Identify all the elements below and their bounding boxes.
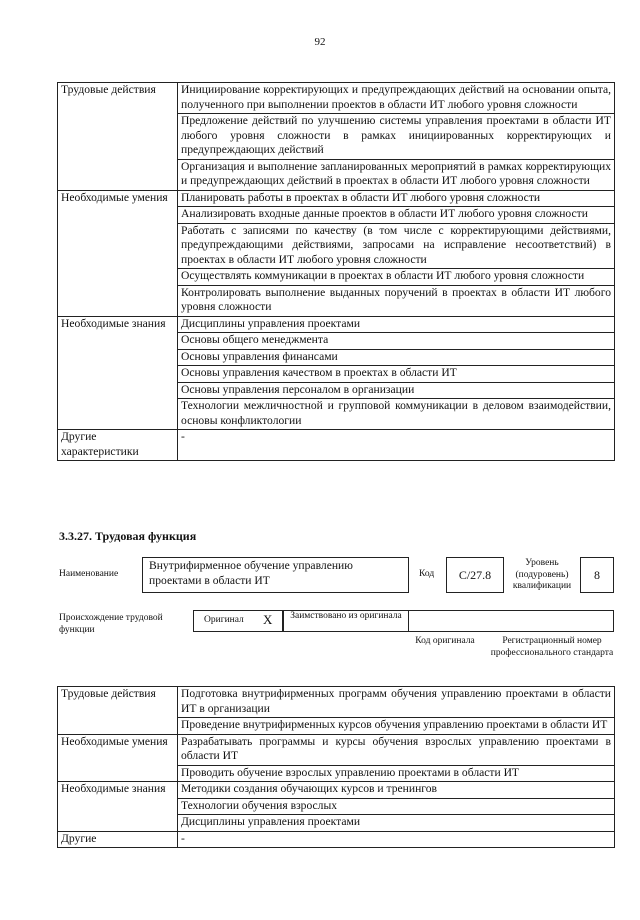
row-item-text: Планировать работы в проектах в области ИТ любого уровня сложности xyxy=(178,190,615,207)
function-name-field: Внутрифирменное обучение управлению проектами в области ИТ xyxy=(142,557,409,593)
table-row xyxy=(58,782,615,799)
row-item-text: Организация и выполнение запланированных мероприятий в рамках корректирующих и предупреждающих действий в проектах в области ИТ любого уровня сложности xyxy=(178,159,615,190)
labor-function-table-continued xyxy=(57,82,615,461)
code-original-label: Код оригинала xyxy=(415,636,475,646)
registration-number-label: Регистрационный номер профессионального стандарта xyxy=(490,636,614,658)
row-group-label: Необходимые умения xyxy=(58,190,178,316)
origin-label: Происхождение трудовой функции xyxy=(59,613,163,635)
row-item-text: Осуществлять коммуникации в проектах в области ИТ любого уровня сложности xyxy=(178,269,615,286)
row-item-text: - xyxy=(178,831,615,848)
table-row xyxy=(58,734,615,765)
row-item-text: Дисциплины управления проектами xyxy=(178,815,615,832)
row-item-text: Технологии межличностной и групповой коммуникации в деловом взаимодействии, основы конфликтологии xyxy=(178,399,615,430)
table-row xyxy=(58,316,615,333)
row-item-text: Проведение внутрифирменных курсов обучения управлению проектами в области ИТ xyxy=(178,718,615,735)
section-heading: 3.3.27. Трудовая функция xyxy=(59,529,197,543)
row-group-label: Трудовые действия xyxy=(58,83,178,191)
row-item-text: Методики создания обучающих курсов и тренингов xyxy=(178,782,615,799)
borrowed-label: Заимствовано из оригинала xyxy=(290,611,402,621)
row-item-text: Проводить обучение взрослых управлению проектами в области ИТ xyxy=(178,765,615,782)
name-label: Наименование xyxy=(59,569,119,579)
row-item-text: Разрабатывать программы и курсы обучения взрослых управлению проектами в области ИТ xyxy=(178,734,615,765)
qualification-level-label: Уровень (подуровень) квалификации xyxy=(512,558,572,591)
code-label: Код xyxy=(419,569,435,579)
row-item-text: Предложение действий по улучшению системы управления проектами в области ИТ любого уровня сложности в рамках инициированных корректирующих и предупреждающих действий xyxy=(178,114,615,160)
row-item-text: Основы общего менеджмента xyxy=(178,333,615,350)
page-number: 92 xyxy=(314,36,326,48)
row-item-text: Анализировать входные данные проектов в области ИТ любого уровня сложности xyxy=(178,207,615,224)
row-group-label: Другие xyxy=(58,831,178,848)
table-row xyxy=(58,190,615,207)
row-group-label: Необходимые умения xyxy=(58,734,178,782)
row-item-text: Основы управления качеством в проектах в области ИТ xyxy=(178,366,615,383)
table-row xyxy=(58,83,615,114)
table-row xyxy=(58,430,615,461)
row-item-text: Контролировать выполнение выданных поручений в проектах в области ИТ любого уровня сложности xyxy=(178,285,615,316)
labor-function-table xyxy=(57,686,615,848)
qualification-level-field: 8 xyxy=(580,557,614,593)
row-group-label: Другие характеристики xyxy=(58,430,178,461)
row-item-text: Подготовка внутрифирменных программ обучения управлению проектами в области ИТ в организации xyxy=(178,687,615,718)
original-mark: X xyxy=(263,612,273,627)
row-item-text: Технологии обучения взрослых xyxy=(178,798,615,815)
row-group-label: Необходимые знания xyxy=(58,316,178,430)
row-item-text: - xyxy=(178,430,615,461)
table-row xyxy=(58,687,615,718)
row-item-text: Дисциплины управления проектами xyxy=(178,316,615,333)
original-label: Оригинал xyxy=(204,615,244,625)
row-group-label: Трудовые действия xyxy=(58,687,178,735)
row-item-text: Инициирование корректирующих и предупреждающих действий на основании опыта, полученного при выполнении проектов в области ИТ любого уровня сложности xyxy=(178,83,615,114)
table-row xyxy=(58,831,615,848)
row-group-label: Необходимые знания xyxy=(58,782,178,832)
row-item-text: Работать с записями по качеству (в том числе с корректирующими действиями, предупреждающими действиями, запросами на исправление несоответствий) в проектах в области ИТ любого уровня сложности xyxy=(178,223,615,269)
row-item-text: Основы управления персоналом в организации xyxy=(178,382,615,399)
row-item-text: Основы управления финансами xyxy=(178,349,615,366)
function-code-field: C/27.8 xyxy=(446,557,504,593)
